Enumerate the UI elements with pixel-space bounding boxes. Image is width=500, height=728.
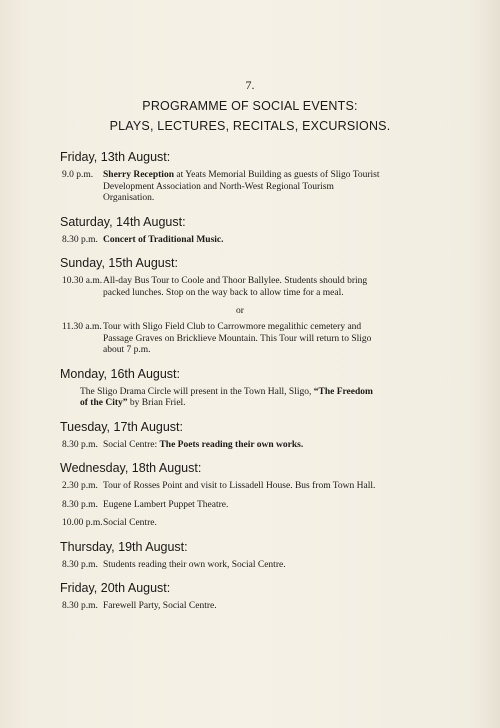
- event-description: Farewell Party, Social Centre.: [103, 601, 217, 611]
- event-entry: [62, 322, 380, 357]
- event-time: 8.30 p.m.: [62, 559, 98, 570]
- event-entry: [62, 387, 380, 410]
- day-block-saturday-14: [60, 215, 380, 247]
- alternative-separator: or: [236, 306, 244, 316]
- day-heading: Wednesday, 18th August:: [60, 461, 202, 475]
- event-entry: [62, 235, 380, 247]
- event-description: All-day Bus Tour to Coole and Thoor Ballylee. Students should bring packed lunches. Stop on the way back to allow time for a meal.: [103, 276, 368, 298]
- event-text: Social Centre:: [103, 439, 160, 450]
- event-entry: [62, 170, 380, 205]
- day-heading: Friday, 13th August:: [60, 150, 171, 164]
- event-description: [103, 170, 380, 205]
- event-text: at Yeats Memorial Building as guests of Sligo Tourist Development Association and North-West Regional Tourism Organisation.: [103, 170, 380, 203]
- event-description: Social Centre.: [103, 518, 157, 528]
- programme-list: [60, 150, 380, 623]
- event-time: 9.0 p.m.: [62, 170, 94, 180]
- day-block-wednesday-18: [60, 461, 380, 530]
- event-highlight: The Poets reading their own works.: [159, 439, 304, 450]
- day-heading: Tuesday, 17th August:: [60, 419, 183, 434]
- event-time: 10.30 a.m.: [62, 276, 103, 286]
- event-time: 8.30 p.m.: [62, 499, 98, 510]
- event-entry: [62, 440, 380, 452]
- event-time: 8.30 p.m.: [62, 234, 98, 245]
- event-time: 11.30 a.m.: [62, 322, 102, 332]
- day-heading: Monday, 16th August:: [60, 366, 180, 381]
- day-block-friday-13: [60, 150, 380, 205]
- event-time: 8.30 p.m.: [62, 601, 98, 611]
- event-description: Tour of Rosses Point and visit to Lissadell House. Bus from Town Hall.: [103, 481, 376, 491]
- day-heading: Thursday, 19th August:: [60, 539, 188, 554]
- day-block-monday-16: [60, 367, 380, 410]
- event-description: [103, 440, 380, 452]
- day-block-sunday-15: [60, 256, 380, 357]
- day-heading: Sunday, 15th August:: [60, 256, 178, 270]
- event-highlight: Concert of Traditional Music.: [103, 234, 224, 245]
- event-description: Tour with Sligo Field Club to Carrowmore megalithic cemetery and Passage Graves on Bricklieve Mountain. This Tour will return to Sligo about 7 p.m.: [103, 322, 372, 355]
- event-entry: [62, 276, 380, 299]
- event-time: 10.00 p.m.: [62, 518, 103, 528]
- day-block-thursday-19: [60, 540, 380, 572]
- day-block-friday-20: [60, 581, 380, 613]
- programme-subheading: PLAYS, LECTURES, RECITALS, EXCURSIONS.: [109, 119, 391, 133]
- day-heading: Friday, 20th August:: [60, 581, 171, 595]
- play-title: “The Freedom of the City”: [80, 386, 373, 408]
- event-entry: [62, 481, 380, 493]
- event-text: The Sligo Drama Circle will present in the Town Hall, Sligo,: [80, 386, 314, 397]
- event-entry: [62, 518, 380, 530]
- event-description: Eugene Lambert Puppet Theatre.: [103, 499, 229, 510]
- event-description: [103, 235, 380, 247]
- event-description: [62, 387, 380, 410]
- event-entry: [62, 500, 380, 512]
- event-time: 2.30 p.m.: [62, 481, 98, 491]
- day-block-tuesday-17: [60, 420, 380, 452]
- page-number: 7.: [245, 78, 255, 92]
- event-entry: [62, 601, 380, 613]
- event-time: 8.30 p.m.: [62, 439, 98, 450]
- programme-heading: PROGRAMME OF SOCIAL EVENTS:: [142, 99, 358, 113]
- event-text: by Brian Friel.: [127, 398, 186, 408]
- event-entry: [62, 560, 380, 572]
- day-heading: Saturday, 14th August:: [60, 214, 186, 229]
- event-highlight: Sherry Reception: [103, 170, 174, 180]
- event-description: Students reading their own work, Social Centre.: [103, 559, 286, 570]
